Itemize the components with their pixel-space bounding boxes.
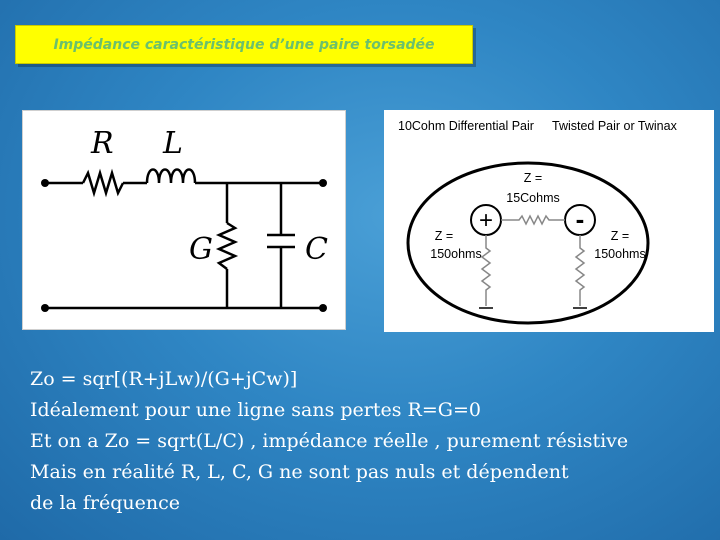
z-top-line1: Z = <box>523 171 543 185</box>
label-r: R <box>91 126 114 161</box>
body-line-zo-sqrt: Et on a Zo = sqrt(L/C) , impédance réelle , purement résistive <box>30 430 629 452</box>
pair-heading-right: Twisted Pair or Twinax <box>552 119 677 133</box>
pair-heading-left: 10Cohm Differential Pair <box>398 119 534 133</box>
terminal-bottom-right <box>319 304 327 312</box>
z-right-line1: Z = <box>610 229 630 243</box>
resistor-r-symbol <box>83 173 123 193</box>
inductor-l-symbol <box>147 170 195 184</box>
slide-title: Impédance caractéristique d’une paire torsadée <box>53 36 435 53</box>
twisted-pair-panel <box>384 110 714 332</box>
plus-sign: + <box>478 207 494 234</box>
rlgc-circuit-panel <box>22 110 346 330</box>
z-left-line2: 150ohms <box>430 247 482 261</box>
body-line-frequency: de la fréquence <box>30 492 181 514</box>
terminal-bottom-left <box>41 304 49 312</box>
label-c: C <box>305 232 328 267</box>
differential-resistor <box>501 216 565 224</box>
body-line-formula: Zo = sqr[(R+jLw)/(G+jCw)] <box>30 368 298 390</box>
label-g: G <box>189 232 213 267</box>
z-left-line1: Z = <box>434 229 454 243</box>
twisted-pair-diagram <box>384 110 714 332</box>
conductance-g-symbol <box>219 223 235 269</box>
body-line-ideal: Idéalement pour une ligne sans pertes R=G=0 <box>30 399 481 421</box>
label-l: L <box>163 126 183 161</box>
rlgc-circuit-diagram <box>23 111 345 329</box>
body-line-reality: Mais en réalité R, L, C, G ne sont pas nuls et dépendent <box>30 461 569 483</box>
cable-outline <box>408 163 648 323</box>
terminal-top-right <box>319 179 327 187</box>
minus-sign: - <box>575 204 585 234</box>
z-right-line2: 150ohms <box>594 247 646 261</box>
terminal-top-left <box>41 179 49 187</box>
right-resistor-to-ground <box>576 235 584 306</box>
body-text <box>30 364 710 519</box>
z-top-line2: 15Cohms <box>506 191 560 205</box>
title-box <box>15 25 473 64</box>
left-resistor-to-ground <box>482 235 490 306</box>
